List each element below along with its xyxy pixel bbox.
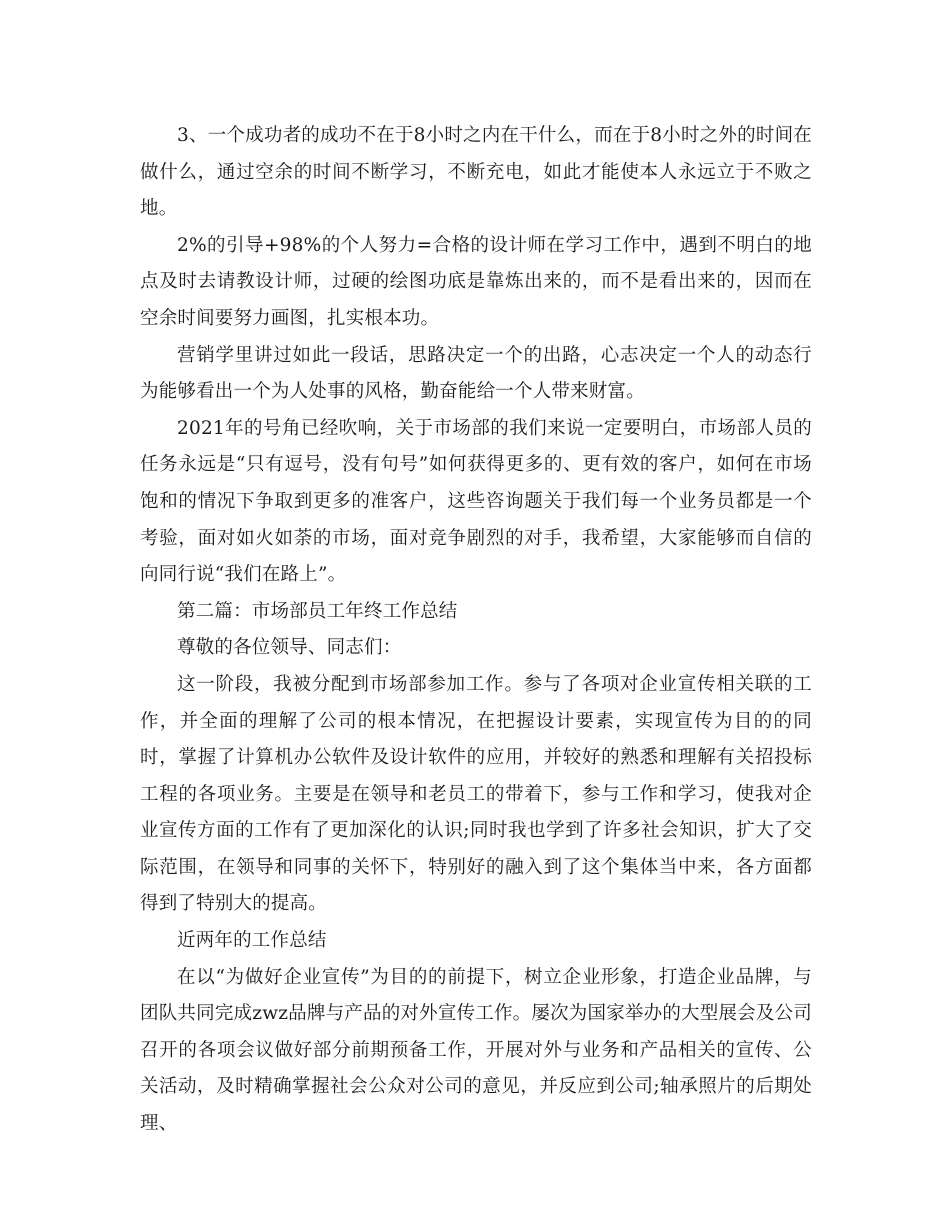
document-body bbox=[140, 118, 812, 1143]
salutation: 尊敬的各位领导、同志们： bbox=[177, 637, 402, 659]
paragraph-marketing-saying: 营销学里讲过如此一段话，思路决定一个的出路，心志决定一个人的动态行为能够看出一个为人处事的风格，勤奋能给一个人带来财富。 bbox=[140, 344, 812, 403]
paragraph-designer-effort: 2%的引导+98%的个人努力=合格的设计师在学习工作中，遇到不明白的地点及时去请教设计师，过硬的绘图功底是靠炼出来的，而不是看出来的，因而在空余时间要努力画图，扎实根本功。 bbox=[140, 234, 812, 329]
section-heading-two-years: 近两年的工作总结 bbox=[177, 930, 327, 952]
section-heading-part-two: 第二篇：市场部员工年终工作总结 bbox=[177, 600, 458, 622]
paragraph-brand-promotion: 在以“为做好企业宣传”为目的的前提下，树立企业形象，打造企业品牌，与团队共同完成zwz品牌与产品的对外宣传工作。屡次为国家举办的大型展会及公司召开的各项会议做好部分前期预备工作，开展对外与业务和产品相关的宣传、公关活动，及时精确掌握社会公众对公司的意见，并反应到公司;轴承照片的后期处理、 bbox=[140, 966, 812, 1135]
paragraph-success-outside-hours: 3、一个成功者的成功不在于8小时之内在干什么，而在于8小时之外的时间在做什么，通过空余的时间不断学习，不断充电，如此才能使本人永远立于不败之地。 bbox=[140, 125, 812, 220]
paragraph-2021-market: 2021年的号角已经吹响，关于市场部的我们来说一定要明白，市场部人员的任务永远是“只有逗号，没有句号”如何获得更多的、更有效的客户，如何在市场饱和的情况下争取到更多的准客户，这些咨询题关于我们每一个业务员都是一个考验，面对如火如荼的市场，面对竞争剧烈的对手，我希望，大家能够而自信的向同行说“我们在路上”。 bbox=[140, 417, 812, 586]
paragraph-work-stage: 这一阶段，我被分配到市场部参加工作。参与了各项对企业宣传相关联的工作，并全面的理解了公司的根本情况，在把握设计要素，实现宣传为目的的同时，掌握了计算机办公软件及设计软件的应用，并较好的熟悉和理解有关招投标工程的各项业务。主要是在领导和老员工的带着下，参与工作和学习，使我对企业宣传方面的工作有了更加深化的认识;同时我也学到了许多社会知识，扩大了交际范围，在领导和同事的关怀下，特别好的融入到了这个集体当中来，各方面都得到了特别大的提高。 bbox=[140, 673, 812, 915]
